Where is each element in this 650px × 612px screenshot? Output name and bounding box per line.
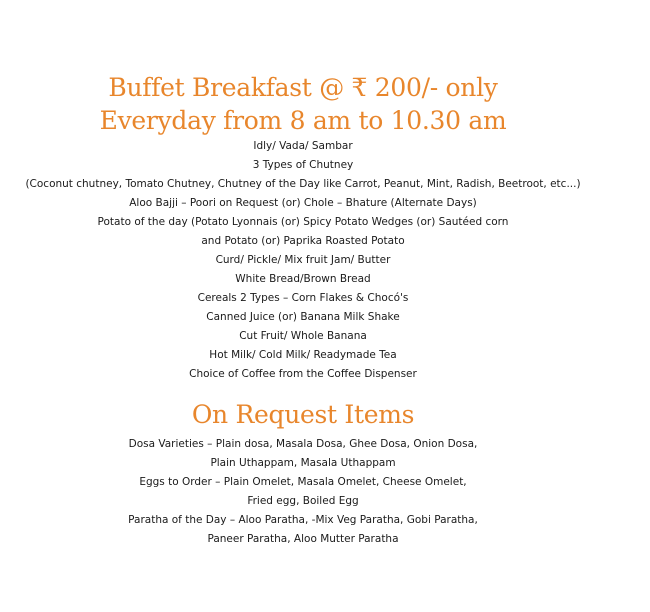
- breakfast-item-list: [0, 137, 606, 384]
- menu-item: Paneer Paratha, Aloo Mutter Paratha: [207, 533, 399, 545]
- menu-item: Idly/ Vada/ Sambar: [253, 140, 353, 152]
- menu-item: Curd/ Pickle/ Mix fruit Jam/ Butter: [215, 254, 391, 266]
- menu-item: Aloo Bajji – Poori on Request (or) Chole – Bhature (Alternate Days): [129, 197, 477, 209]
- menu-item: Plain Uthappam, Masala Uthappam: [210, 457, 396, 469]
- menu-item: Choice of Coffee from the Coffee Dispenser: [189, 368, 417, 380]
- menu-item: Cereals 2 Types – Corn Flakes & Chocó's: [197, 292, 409, 304]
- menu-item: Hot Milk/ Cold Milk/ Readymade Tea: [209, 349, 397, 361]
- menu-item: 3 Types of Chutney: [252, 159, 354, 171]
- menu-item: Canned Juice (or) Banana Milk Shake: [206, 311, 400, 323]
- on-request-item-list: [0, 435, 606, 549]
- breakfast-price-heading: Buffet Breakfast @ ₹ 200/- only: [108, 73, 498, 102]
- menu-item: Potato of the day (Potato Lyonnais (or) Spicy Potato Wedges (or) Sautéed corn: [97, 216, 509, 228]
- breakfast-timing-heading: Everyday from 8 am to 10.30 am: [99, 106, 507, 135]
- menu-item: Paratha of the Day – Aloo Paratha, -Mix Veg Paratha, Gobi Paratha,: [128, 514, 478, 526]
- menu-item: White Bread/Brown Bread: [235, 273, 371, 285]
- menu-item: Eggs to Order – Plain Omelet, Masala Omelet, Cheese Omelet,: [139, 476, 467, 488]
- on-request-heading: On Request Items: [191, 400, 415, 429]
- menu-item: Cut Fruit/ Whole Banana: [239, 330, 367, 342]
- menu-item: Fried egg, Boiled Egg: [247, 495, 359, 507]
- menu-item: Dosa Varieties – Plain dosa, Masala Dosa, Ghee Dosa, Onion Dosa,: [128, 438, 478, 450]
- menu-item: and Potato (or) Paprika Roasted Potato: [201, 235, 405, 247]
- menu-item: (Coconut chutney, Tomato Chutney, Chutney of the Day like Carrot, Peanut, Mint, Radish, Beetroot, etc...): [25, 178, 581, 190]
